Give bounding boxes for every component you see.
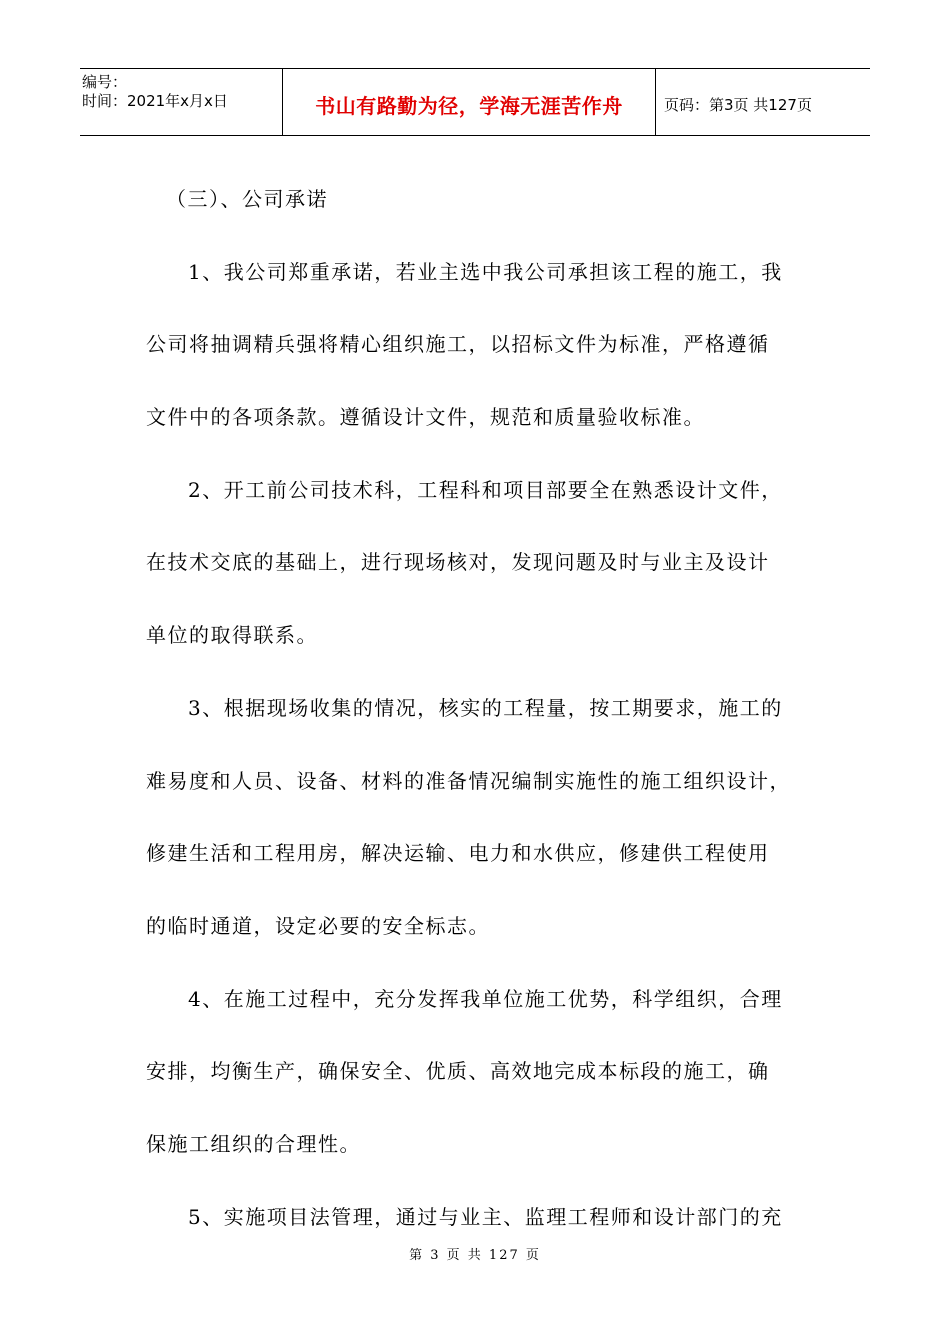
paragraph-line: 2、开工前公司技术科，工程科和项目部要全在熟悉设计文件， [188, 477, 783, 502]
page-header [80, 68, 870, 136]
paragraph-line: 保施工组织的合理性。 [146, 1131, 361, 1156]
time-label: 时间：2021年x月x日 [82, 92, 228, 110]
paragraph-line: 文件中的各项条款。遵循设计文件，规范和质量验收标准。 [146, 405, 705, 430]
paragraph-line: 公司将抽调精兵强将精心组织施工，以招标文件为标准，严格遵循 [146, 332, 770, 357]
paragraph-line: 4、在施工过程中，充分发挥我单位施工优势，科学组织，合理 [188, 986, 783, 1011]
document-body [146, 163, 816, 1253]
paragraph-line: 在技术交底的基础上，进行现场核对，发现问题及时与业主及设计 [146, 550, 770, 575]
footer-page-number: 第 3 页 共 127 页 [409, 1248, 541, 1263]
paragraph-line: 单位的取得联系。 [146, 623, 318, 648]
section-title: （三）、公司承诺 [166, 187, 328, 211]
page-footer [0, 1244, 950, 1263]
motto-text: 书山有路勤为径，学海无涯苦作舟 [315, 93, 623, 118]
paragraph-line: 1、我公司郑重承诺，若业主选中我公司承担该工程的施工，我 [188, 259, 783, 284]
paragraph-line: 5、实施项目法管理，通过与业主、监理工程师和设计部门的充 [188, 1204, 783, 1229]
paragraph-line: 难易度和人员、设备、材料的准备情况编制实施性的施工组织设计， [146, 768, 791, 793]
paragraph-line: 的临时通道，设定必要的安全标志。 [146, 913, 490, 938]
paragraph-line: 安排，均衡生产，确保安全、优质、高效地完成本标段的施工，确 [146, 1059, 770, 1084]
paragraph-line: 修建生活和工程用房，解决运输、电力和水供应，修建供工程使用 [146, 841, 770, 866]
page-info-text: 页码：第3页 共127页 [664, 95, 812, 114]
paragraph-line: 3、根据现场收集的情况，核实的工程量，按工期要求，施工的 [188, 695, 783, 720]
header-motto-cell [282, 69, 656, 135]
header-page-info [656, 69, 870, 135]
code-label: 编号： [82, 73, 128, 91]
header-meta [80, 69, 282, 135]
